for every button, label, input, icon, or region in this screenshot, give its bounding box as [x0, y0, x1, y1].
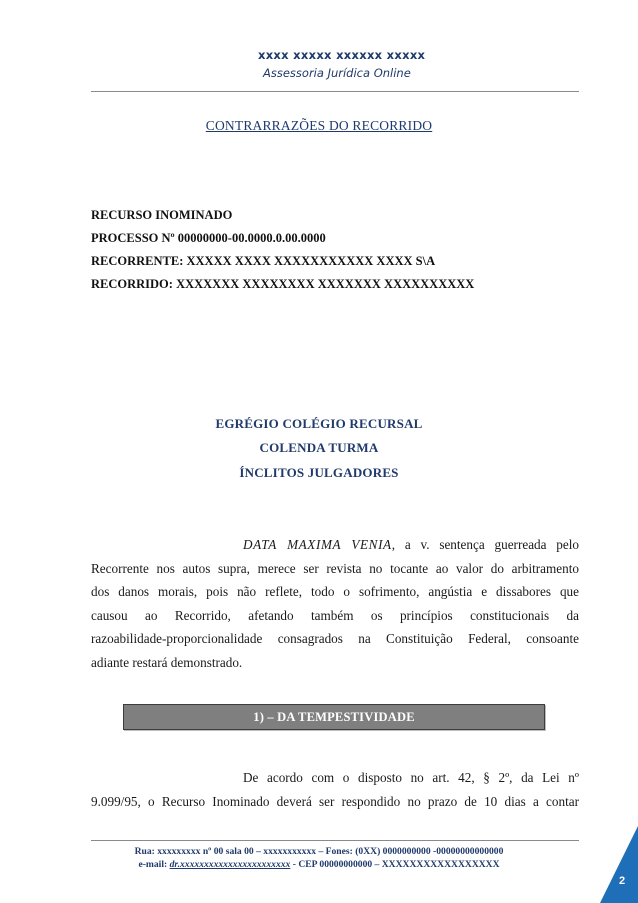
intro-line-6: adiante restará demonstrado.	[91, 654, 243, 670]
footer-email-label: e-mail:	[138, 859, 170, 870]
footer-contact	[0, 859, 638, 870]
firm-name: xxxx xxxxx xxxxxx xxxxx	[258, 48, 426, 62]
intro-paragraph	[91, 533, 579, 674]
intro-line-1	[91, 533, 579, 557]
intro-line-3: dos danos morais, pois não reflete, todo o sofrimento, angústia e dissabores que	[91, 584, 579, 599]
intro-line-2: Recorrente nos autos supra, merece ser revista no tocante ao valor do arbitramento	[91, 560, 579, 576]
case-number: PROCESSO Nº 00000000-00.0000.0.00.0000	[91, 231, 326, 245]
header-divider	[91, 91, 579, 92]
footer-email-link[interactable]: dr.xxxxxxxxxxxxxxxxxxxxxxx	[169, 859, 291, 870]
tempestividade-line-1: De acordo com o disposto no art. 42, § 2º, da Lei nº	[243, 770, 579, 785]
case-type: RECURSO INOMINADO	[91, 208, 233, 222]
page-number: 2	[619, 875, 626, 887]
address-court: EGRÉGIO COLÉGIO RECURSAL	[215, 416, 423, 431]
case-info-block	[91, 204, 579, 296]
intro-line-4: causou ao Recorrido, afetando também os princípios constitucionais da	[91, 607, 579, 623]
footer-cep: - CEP 00000000000 – XXXXXXXXXXXXXXXXX	[290, 859, 500, 870]
intro-line-1-rest: , a v. sentença guerreada pelo	[391, 537, 579, 552]
tempestividade-line-2: 9.099/95, o Recurso Inominado deverá ser respondido no prazo de 10 dias a contar	[91, 793, 579, 809]
document-title: CONTRARRAZÕES DO RECORRIDO	[205, 118, 433, 133]
address-judges: ÍNCLITOS JULGADORES	[239, 465, 399, 480]
tempestividade-paragraph	[91, 766, 579, 813]
address-panel: COLENDA TURMA	[259, 440, 379, 455]
case-appellee: RECORRIDO: XXXXXXX XXXXXXXX XXXXXXX XXXXXXXXXX	[91, 277, 475, 291]
firm-subtitle: Assessoria Jurídica Online	[263, 66, 411, 80]
section-heading-box	[123, 704, 545, 730]
page-corner-tab	[600, 826, 638, 903]
intro-line-5: razoabilidade-proporcionalidade consagrados na Constituição Federal, consoante	[91, 631, 579, 646]
section-heading: 1) – DA TEMPESTIVIDADE	[253, 710, 415, 724]
case-appellant: RECORRENTE: XXXXX XXXX XXXXXXXXXXX XXXX S\A	[91, 254, 436, 268]
footer-address: Rua: xxxxxxxxx nº 00 sala 00 – xxxxxxxxxxx – Fones: (0XX) 0000000000 -00000000000000	[134, 846, 504, 857]
footer-divider	[91, 840, 579, 841]
intro-lead: DATA MAXIMA VENIA	[243, 537, 392, 552]
